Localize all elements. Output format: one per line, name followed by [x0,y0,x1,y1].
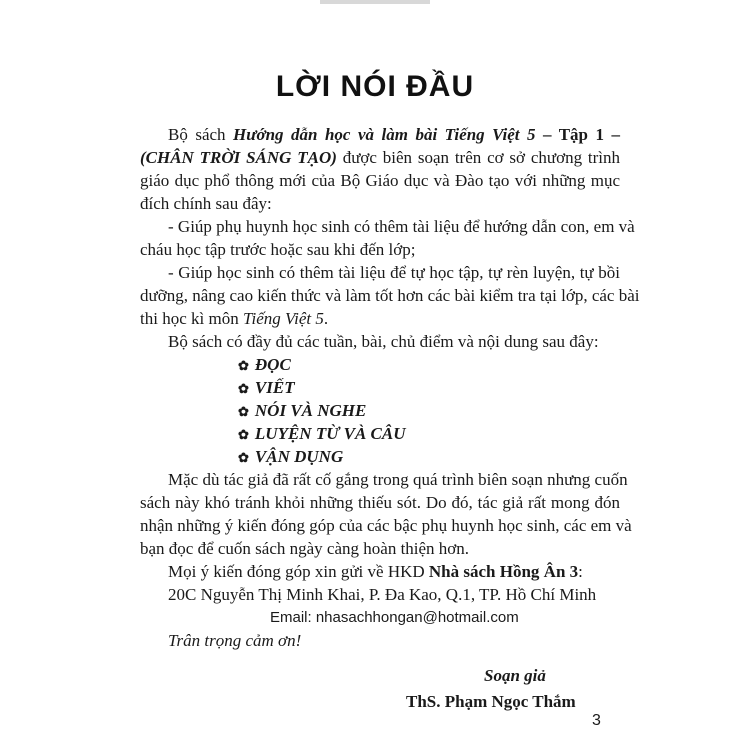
contact-address: 20C Nguyễn Thị Minh Khai, P. Đa Kao, Q.1, TP. Hồ Chí Minh [168,585,597,604]
closing-line-2: sách này khó tránh khỏi những thiếu sót. Do đó, tác giả rất mong đón [140,493,620,512]
flower-bullet-icon: ✿ [238,450,249,465]
section-item [238,422,406,446]
intro-line-1 [168,123,620,146]
thanks-line: Trân trọng cảm ơn! [168,631,302,650]
section-label: VIẾT [254,378,295,397]
section-label: ĐỌC [254,355,291,374]
page-title: LỜI NÓI ĐẦU [275,70,475,103]
subject-name: Tiếng Việt 5 [242,309,324,328]
series-name: (CHÂN TRỜI SÁNG TẠO) [140,148,337,167]
contact-email: Email: nhasachhongan@hotmail.com [270,609,519,626]
contact-lead [168,560,648,583]
section-item [238,376,295,400]
volume-label: – Tập 1 – [535,125,620,144]
goal-1-line-2: cháu học tập trước hoặc sau khi đến lớp; [140,240,416,259]
closing-line-3: nhận những ý kiến đóng góp của các bậc phụ huynh học sinh, các em và [140,516,632,535]
section-item [238,399,366,423]
goal-2-line-2: dưỡng, nâng cao kiến thức và làm tốt hơn các bài kiểm tra tại lớp, các bài [140,286,640,305]
signature-name: ThS. Phạm Ngọc Thắm [406,692,576,711]
flower-bullet-icon: ✿ [238,404,249,419]
signature-role: Soạn giả [484,666,546,685]
section-item [238,353,291,377]
intro-text: được biên soạn trên cơ sở chương trình [336,148,621,167]
goal-text: thi học kì môn [140,309,243,328]
goal-2-line-3 [140,307,620,330]
page-number: 3 [592,712,601,729]
contents-intro: Bộ sách có đầy đủ các tuần, bài, chủ điểm và nội dung sau đây: [168,332,599,351]
flower-bullet-icon: ✿ [238,381,249,396]
flower-bullet-icon: ✿ [238,427,249,442]
intro-text: Bộ sách [168,125,234,144]
contact-text: Mọi ý kiến đóng góp xin gửi về HKD [168,562,429,581]
intro-line-4: đích chính sau đây: [140,194,272,213]
intro-line-2 [140,146,620,169]
goal-text: . [323,309,329,328]
top-edge-mark [320,0,430,4]
section-label: LUYỆN TỪ VÀ CÂU [254,424,406,443]
intro-line-3: giáo dục phổ thông mới của Bộ Giáo dục và Đào tạo với những mục [140,171,620,190]
section-item [238,445,343,469]
closing-line-1: Mặc dù tác giả đã rất cố gắng trong quá trình biên soạn nhưng cuốn [168,470,628,489]
section-label: VẬN DỤNG [254,447,344,466]
shop-name: Nhà sách Hồng Ân 3 [428,562,579,581]
goal-1-line-1: - Giúp phụ huynh học sinh có thêm tài liệu để hướng dẫn con, em và [168,217,635,236]
book-title: Hướng dẫn học và làm bài Tiếng Việt 5 [233,125,536,144]
flower-bullet-icon: ✿ [238,358,249,373]
contact-text: : [578,562,583,581]
section-label: NÓI VÀ NGHE [254,401,367,420]
closing-line-4: bạn đọc để cuốn sách ngày càng hoàn thiện hơn. [140,539,470,558]
goal-2-line-1: - Giúp học sinh có thêm tài liệu để tự học tập, tự rèn luyện, tự bồi [168,263,620,282]
